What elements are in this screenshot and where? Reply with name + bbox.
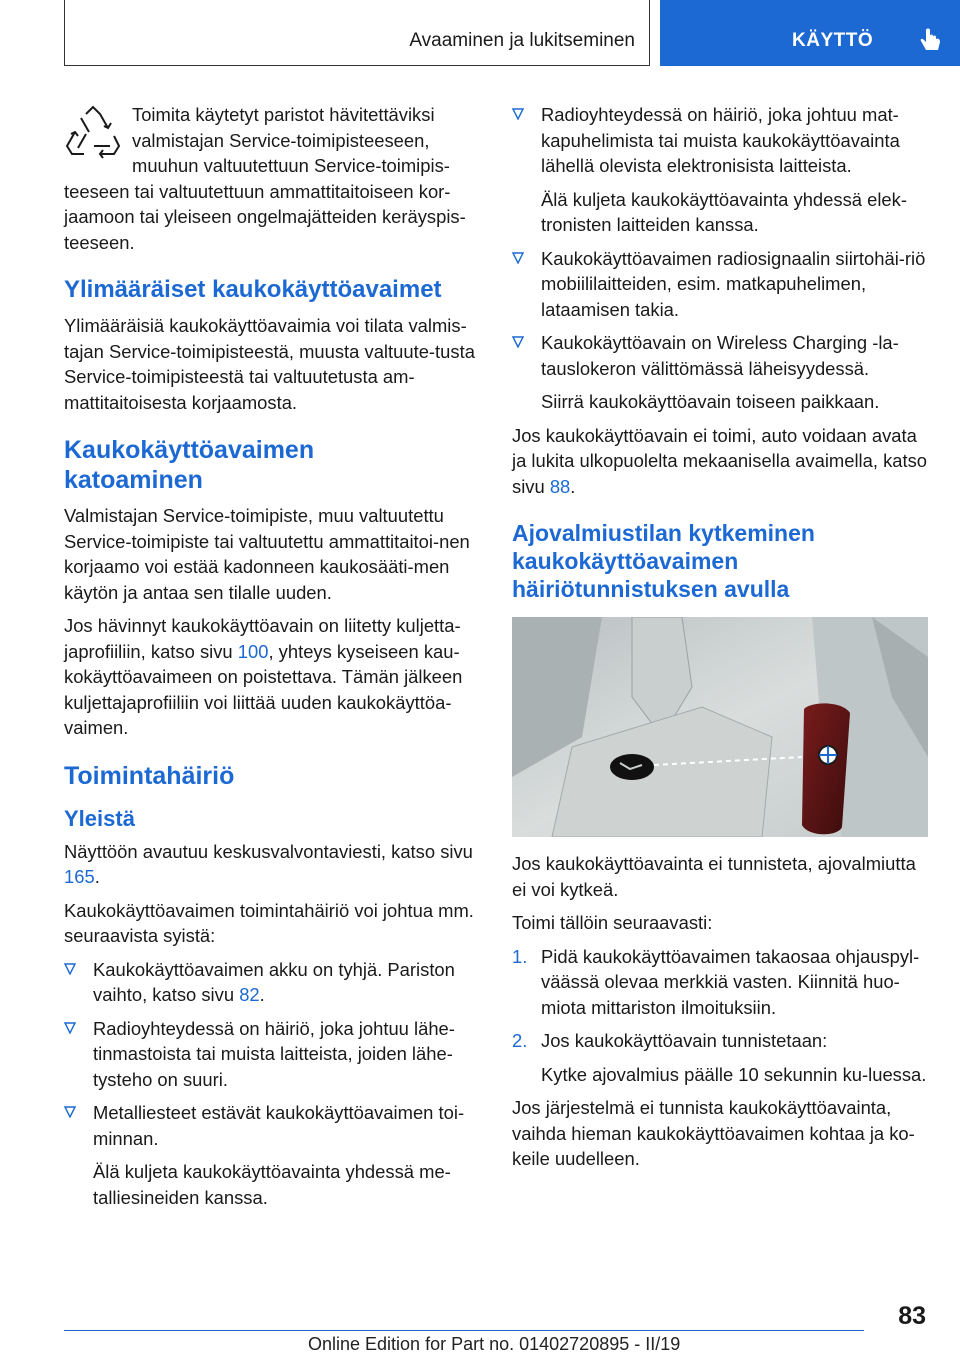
page-number: 83 <box>898 1302 926 1330</box>
mechanical-key-text-b: . <box>570 475 576 497</box>
page-link-100[interactable]: 100 <box>237 640 269 662</box>
bullet-charging-interference: Kaukokäyttöavaimen radiosignaalin siirtohäi-riö mobiililaitteiden, esim. matkapuhelimen, lataamisen takia. <box>541 247 926 320</box>
bullet-mobile-phones-sub: Älä kuljeta kaukokäyttöavainta yhdessä elek-tronisten laitteiden kanssa. <box>541 188 907 235</box>
step-number: 2. <box>512 1030 528 1051</box>
step-subtext: Kytke ajovalmius päälle 10 sekunnin ku-luessa. <box>541 1063 927 1085</box>
header-section-box <box>64 0 650 66</box>
step-number: 1. <box>512 945 528 967</box>
recycling-line-2: valmistajan Service-toimipisteeseen, <box>132 129 430 151</box>
list-item <box>512 330 930 415</box>
then-do-text: Toimi tällöin seuraavasti: <box>512 912 713 933</box>
mechanical-key-text <box>512 423 930 500</box>
extra-keys-heading: Ylimääräiset kaukokäyttöavaimet <box>64 276 442 303</box>
page-link-88[interactable]: 88 <box>549 475 571 497</box>
bullet-battery-text-a: Kaukokäyttöavaimen akku on tyhjä. Pariston vaihto, katso sivu <box>93 958 455 1005</box>
list-item <box>64 1016 480 1093</box>
page-link-82[interactable]: 82 <box>239 984 260 1005</box>
recycling-note <box>64 102 480 255</box>
recycling-text <box>64 102 480 255</box>
triangle-bullet-icon <box>64 1106 76 1118</box>
extra-keys-text: Ylimääräisiä kaukokäyttöavaimia voi tilata valmis-tajan Service-toimipisteestä, muusta valtuute-tusta Service-toimipisteestä tai valtuutetusta am-mattitaitoisesta korjaamosta. <box>64 315 475 413</box>
causes-list <box>64 957 480 1211</box>
retry-text: Jos järjestelmä ei tunnista kaukokäyttöavainta, vaihda hieman kaukokäyttöavaimen kohtaa ja ko-keile uudelleen. <box>512 1097 915 1169</box>
triangle-bullet-icon <box>512 108 524 120</box>
right-column <box>512 102 930 1180</box>
steps-list <box>512 944 930 1088</box>
recycling-rest: teeseen tai valtuutettuun ammattitaitoiseen kor-jaamoon tai yleiseen ongelmajätteiden keräyspis-teeseen. <box>64 180 466 253</box>
triangle-bullet-icon <box>64 1022 76 1034</box>
page-link-165[interactable]: 165 <box>64 866 95 887</box>
list-item <box>512 102 930 238</box>
bullet-mobile-phones: Radioyhteydessä on häiriö, joka johtuu mat-kapuhelimista tai muista kaukokäyttöavainta lähellä olevista elektronisista laitteista. <box>541 104 900 176</box>
list-item <box>64 1100 480 1210</box>
triangle-bullet-icon <box>512 252 524 264</box>
bullet-metal: Metalliesteet estävät kaukokäyttöavaimen toi-minnan. <box>93 1102 465 1149</box>
hand-pointer-icon <box>916 26 946 56</box>
lost-key-heading: Kaukokäyttöavaimen katoaminen <box>64 436 315 494</box>
chapter-tab[interactable] <box>660 0 960 66</box>
mechanical-key-text-a: Jos kaukokäyttöavain ei toimi, auto voidaan avata ja lukita ulkopuolelta mekaanisella avaimella, katso sivu <box>512 424 928 497</box>
triangle-bullet-icon <box>512 336 524 348</box>
chapter-tab-label: KÄYTTÖ <box>792 30 874 51</box>
list-item <box>512 246 930 323</box>
triangle-bullet-icon <box>64 963 76 975</box>
lost-key-profile-text-b: , yhteys kyseiseen kau-kokäyttöavaimeen on poistettava. Tämän jälkeen kuljettajaprofiiliin voi liittää uuden kaukokäyttöa-vaimen. <box>64 640 463 738</box>
general-text <box>64 839 480 890</box>
key-fob-illustration <box>512 617 928 837</box>
recycling-line-3: muuhun valtuutettuun Service-toimipis- <box>132 155 450 176</box>
bullet-radio-masts: Radioyhteydessä on häiriö, joka johtuu lähe-tinmastoista tai muista laitteista, joiden lähe-tysteho on suuri. <box>93 1017 455 1090</box>
standby-heading: Ajovalmiustilan kytkeminen kaukokäyttöavaimen häiriötunnistuksen avulla <box>512 520 815 602</box>
recycle-icon <box>64 104 122 162</box>
bullet-wireless-charging-sub: Siirrä kaukokäyttöavain toiseen paikkaan. <box>541 391 880 412</box>
bullet-battery <box>93 957 480 1008</box>
general-text-b: . <box>94 866 100 887</box>
left-column <box>64 102 480 1218</box>
bullet-wireless-charging: Kaukokäyttöavain on Wireless Charging -la-tauslokeron välittömässä läheisyydessä. <box>541 332 899 379</box>
step-text: Jos kaukokäyttöavain tunnistetaan: <box>541 1030 828 1051</box>
general-heading: Yleistä <box>64 805 135 831</box>
step-text: Pidä kaukokäyttöavaimen takaosaa ohjauspyl-väässä olevaa merkkiä vasten. Kiinnitä huo-miota mittariston ilmoituksiin. <box>541 945 920 1018</box>
causes-list-continued <box>512 102 930 415</box>
footer-divider <box>64 1330 864 1331</box>
fault-heading: Toimintahäiriö <box>64 761 235 790</box>
bullet-metal-sub: Älä kuljeta kaukokäyttöavainta yhdessä me-talliesineiden kanssa. <box>93 1161 451 1208</box>
lost-key-profile-text <box>64 613 480 741</box>
list-item <box>64 957 480 1008</box>
causes-text: Kaukokäyttöavaimen toimintahäiriö voi johtua mm. seuraavista syistä: <box>64 899 474 946</box>
list-item <box>512 1028 930 1087</box>
section-title: Avaaminen ja lukitseminen <box>409 30 635 51</box>
lost-key-profile-text-a: Jos hävinnyt kaukokäyttöavain on liitetty kuljetta-japrofiiliin, katso sivu <box>64 615 461 662</box>
lost-key-text: Valmistajan Service-toimipiste, muu valtuutettu Service-toimipiste tai valtuutettu ammattitaitoi-nen korjaamo voi estää kadonneen kaukosääti-men käytön ja antaa sen tilalle uuden. <box>64 505 470 603</box>
not-detected-text: Jos kaukokäyttöavainta ei tunnisteta, ajovalmiutta ei voi kytkeä. <box>512 853 916 900</box>
general-text-a: Näyttöön avautuu keskusvalvontaviesti, katso sivu <box>64 840 473 862</box>
edition-text: Online Edition for Part no. 01402720895 - II/19 <box>308 1334 681 1354</box>
key-fob-steering-column-illustration <box>512 617 928 837</box>
list-item <box>512 944 930 1021</box>
recycling-line-1: Toimita käytetyt paristot hävitettäviksi <box>132 104 435 125</box>
bullet-battery-text-b: . <box>259 984 265 1005</box>
